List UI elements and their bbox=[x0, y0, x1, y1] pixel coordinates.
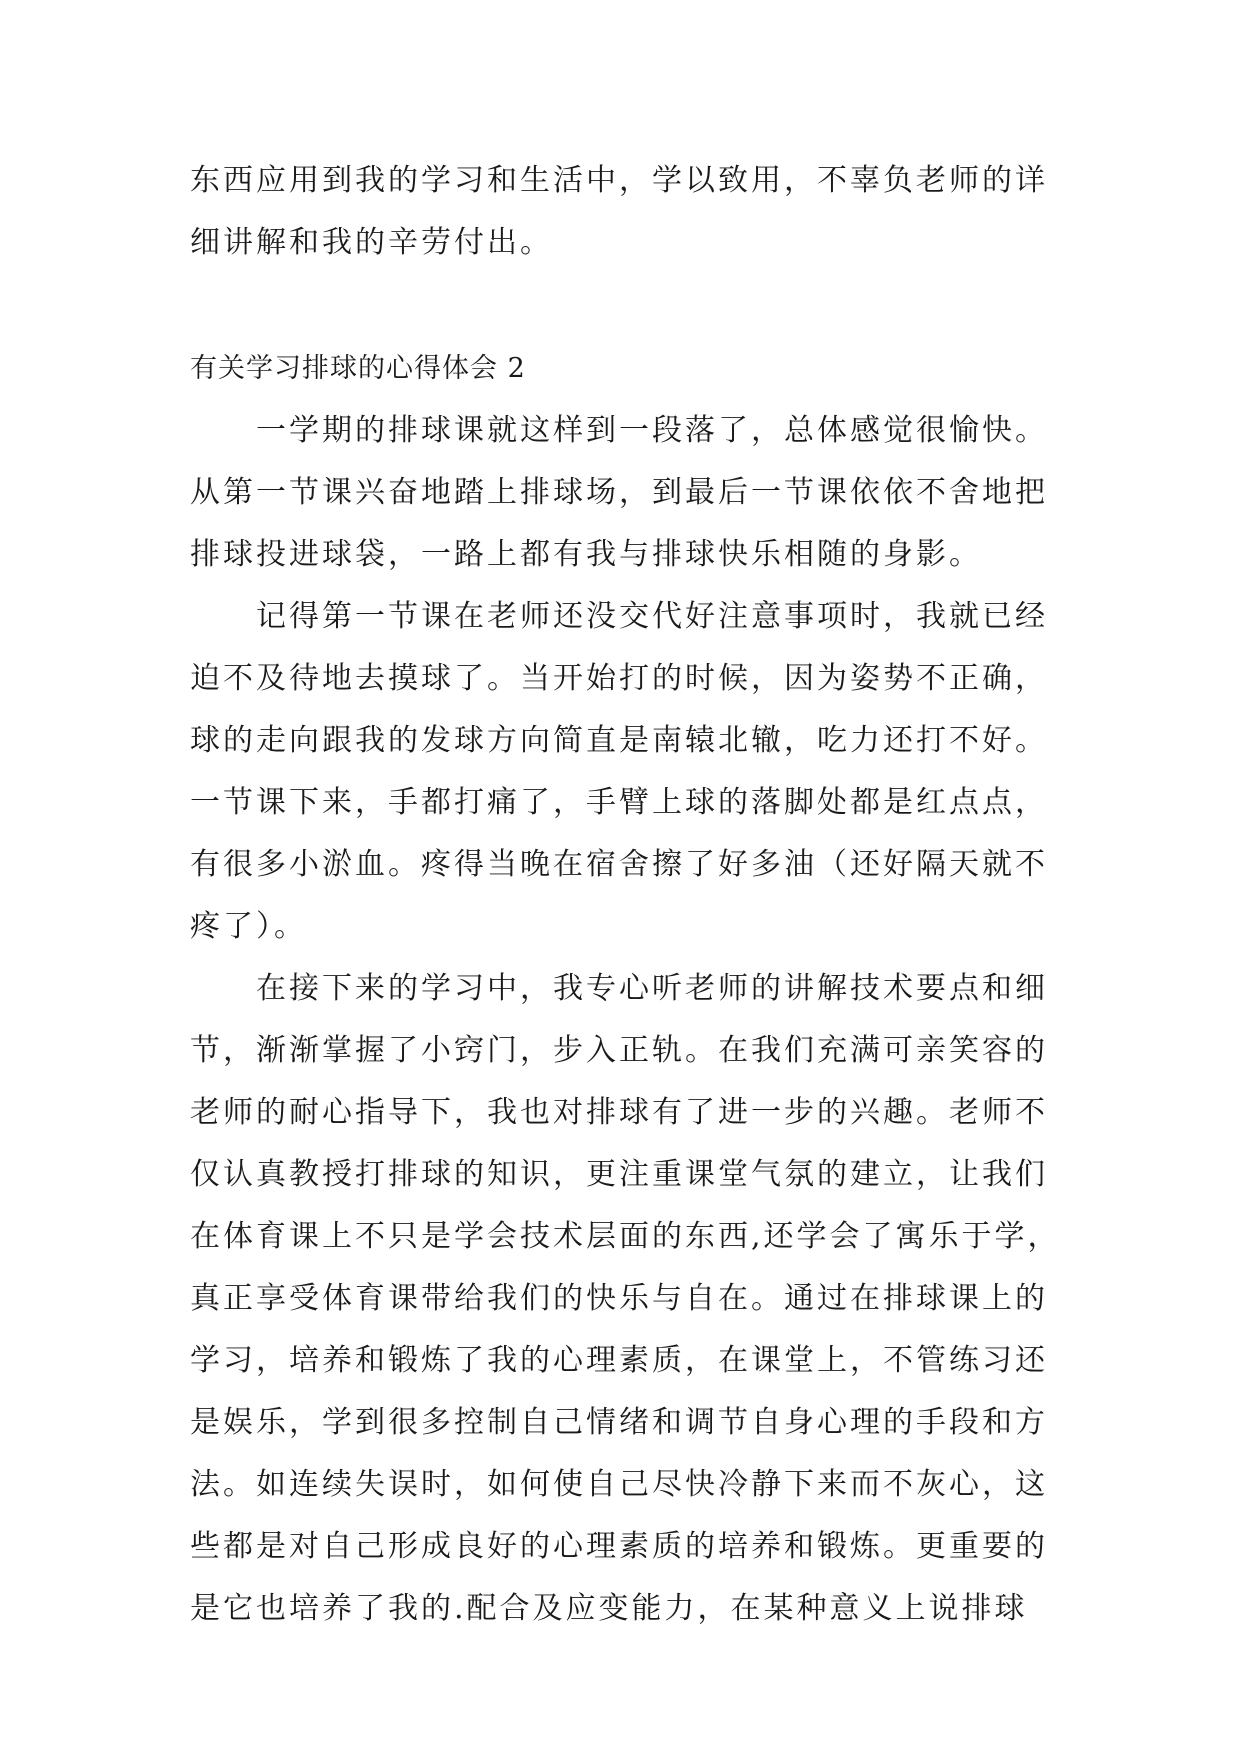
body-line: 是娱乐，学到很多控制自己情绪和调节自身心理的手段和方 bbox=[190, 1405, 1048, 1440]
body-line: 一节课下来，手都打痛了，手臂上球的落脚处都是红点点， bbox=[190, 785, 1048, 820]
section-title: 有关学习排球的心得体会 2 bbox=[190, 353, 526, 384]
body-line: 仅认真教授打排球的知识，更注重课堂气氛的建立，让我们 bbox=[190, 1157, 1048, 1192]
body-line: 疼了）。 bbox=[190, 909, 307, 944]
body-line: 节，渐渐掌握了小窍门，步入正轨。在我们充满可亲笑容的 bbox=[190, 1033, 1048, 1068]
body-line: 些都是对自己形成良好的心理素质的培养和锻炼。更重要的 bbox=[190, 1529, 1048, 1564]
body-line: 排球投进球袋，一路上都有我与排球快乐相随的身影。 bbox=[190, 537, 982, 572]
body-line: 在体育课上不只是学会技术层面的东西,还学会了寓乐于学， bbox=[190, 1219, 1061, 1254]
body-line: 在接下来的学习中，我专心听老师的讲解技术要点和细 bbox=[190, 971, 1048, 1006]
body-line: 有很多小淤血。疼得当晚在宿舍擦了好多油（还好隔天就不 bbox=[190, 847, 1048, 882]
body-line: 真正享受体育课带给我们的快乐与自在。通过在排球课上的 bbox=[190, 1281, 1048, 1316]
body-line: 球的走向跟我的发球方向简直是南辕北辙，吃力还打不好。 bbox=[190, 723, 1048, 758]
document-page bbox=[190, 150, 1061, 1640]
intro-line: 东西应用到我的学习和生活中，学以致用，不辜负老师的详 bbox=[190, 163, 1048, 198]
body-line: 记得第一节课在老师还没交代好注意事项时，我就已经 bbox=[190, 599, 1048, 634]
body-line: 老师的耐心指导下，我也对排球有了进一步的兴趣。老师不 bbox=[190, 1095, 1048, 1130]
body-line: 法。如连续失误时，如何使自己尽快冷静下来而不灰心，这 bbox=[190, 1467, 1048, 1502]
body-line: 一学期的排球课就这样到一段落了，总体感觉很愉快。 bbox=[190, 413, 1048, 448]
intro-line: 细讲解和我的辛劳付出。 bbox=[190, 225, 553, 260]
body-line: 学习，培养和锻炼了我的心理素质，在课堂上，不管练习还 bbox=[190, 1343, 1048, 1378]
body-line: 是它也培养了我的.配合及应变能力，在某种意义上说排球 bbox=[190, 1591, 1028, 1626]
section-gap bbox=[190, 274, 1050, 338]
body-line: 从第一节课兴奋地踏上排球场，到最后一节课依依不舍地把 bbox=[190, 475, 1048, 510]
body-line: 迫不及待地去摸球了。当开始打的时候，因为姿势不正确， bbox=[190, 661, 1048, 696]
